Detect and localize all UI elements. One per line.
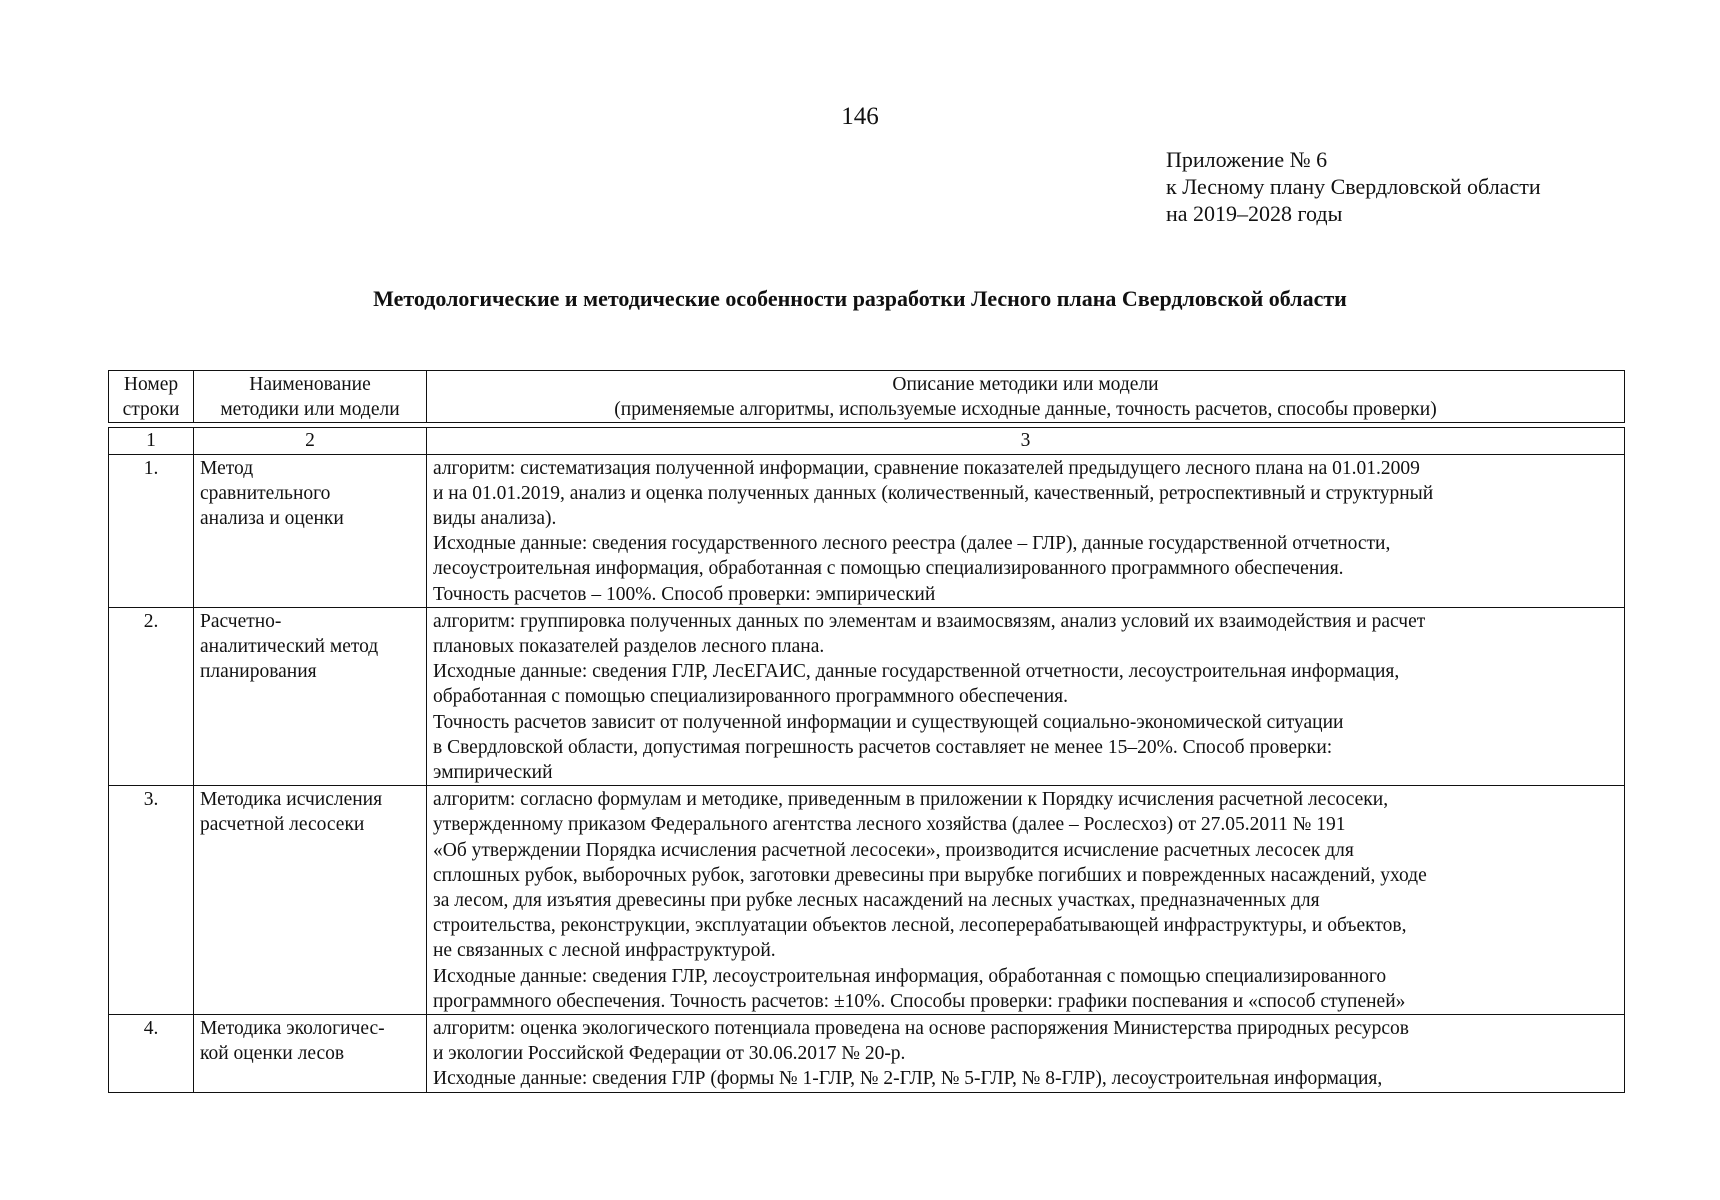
description-line: Исходные данные: сведения ГЛР (формы № 1-ГЛР, № 2-ГЛР, № 5-ГЛР, № 8-ГЛР), лесоустроительная информация, <box>433 1068 1383 1090</box>
description-line: эмпирический <box>433 762 553 784</box>
header-name <box>194 371 427 423</box>
method-name-line: кой оценки лесов <box>200 1043 345 1065</box>
method-description <box>427 454 1625 607</box>
method-description <box>427 786 1625 1015</box>
index-cell-3: 3 <box>427 428 1625 454</box>
index-cell-2: 2 <box>194 428 427 454</box>
method-name-line: сравнительного <box>200 482 331 504</box>
appendix-block <box>1166 146 1541 227</box>
method-name <box>194 454 427 607</box>
method-name-line: расчетной лесосеки <box>200 814 365 836</box>
description-line: «Об утверждении Порядка исчисления расчетной лесосеки», производится исчисление расчетных лесосек для <box>433 839 1354 861</box>
header-name-line-1: Наименование <box>249 374 371 395</box>
table-row <box>109 454 1625 607</box>
index-row <box>109 428 1625 454</box>
description-line: строительства, реконструкции, эксплуатации объектов лесной, лесоперерабатывающей инфраструктуры, и объектов, <box>433 915 1407 937</box>
methods-table <box>108 370 1625 1093</box>
description-line: алгоритм: группировка полученных данных по элементам и взаимосвязям, анализ условий их взаимодействия и расчет <box>433 610 1426 632</box>
table-body <box>109 423 1625 1092</box>
row-number: 4. <box>109 1015 194 1093</box>
header-number <box>109 371 194 423</box>
method-name-line: аналитический метод <box>200 636 379 658</box>
page-number: 146 <box>841 103 879 130</box>
description-line: программного обеспечения. Точность расчетов: ±10%. Способы проверки: графики поспевания и «способ ступеней» <box>433 990 1406 1012</box>
table-header <box>109 371 1625 423</box>
method-name-line: планирования <box>200 661 317 683</box>
method-description <box>427 1015 1625 1093</box>
appendix-line-3: на 2019–2028 годы <box>1166 201 1343 226</box>
document-title: Методологические и методические особенности разработки Лесного плана Свердловской области <box>373 286 1347 311</box>
description-line: сплошных рубок, выборочных рубок, заготовки древесины при вырубке погибших и поврежденных насаждений, уходе <box>433 864 1427 886</box>
method-name-line: Методика экологичес- <box>200 1018 385 1040</box>
description-line: Точность расчетов – 100%. Способ проверки: эмпирический <box>433 583 936 605</box>
description-line: алгоритм: согласно формулам и методике, приведенным в приложении к Порядку исчисления расчетной лесосеки, <box>433 789 1389 811</box>
method-name <box>194 786 427 1015</box>
description-line: Исходные данные: сведения государственного лесного реестра (далее – ГЛР), данные государственной отчетности, <box>433 533 1391 555</box>
method-name-line: анализа и оценки <box>200 508 344 530</box>
description-line: не связанных с лесной инфраструктурой. <box>433 940 776 962</box>
method-description <box>427 607 1625 785</box>
method-name <box>194 607 427 785</box>
header-number-line-2: строки <box>122 399 180 421</box>
methods-table-wrapper <box>108 370 1624 1093</box>
row-number: 2. <box>109 607 194 785</box>
description-line: за лесом, для изъятия древесины при рубке лесных насаждений на лесных участках, предназначенных для <box>433 890 1320 912</box>
description-line: алгоритм: систематизация полученной информации, сравнение показателей предыдущего лесного плана на 01.01.2009 <box>433 457 1420 479</box>
description-line: Точность расчетов зависит от полученной информации и существующей социально-экономической ситуации <box>433 711 1344 733</box>
description-line: обработанная с помощью специализированного программного обеспечения. <box>433 686 1069 708</box>
header-description <box>427 371 1625 423</box>
header-description-line-2: (применяемые алгоритмы, используемые исходные данные, точность расчетов, способы проверки) <box>614 399 1437 421</box>
row-number: 1. <box>109 454 194 607</box>
description-line: виды анализа). <box>433 508 557 530</box>
method-name-line: Метод <box>200 457 254 479</box>
description-line: лесоустроительная информация, обработанная с помощью специализированного программного обеспечения. <box>433 558 1344 580</box>
method-name-line: Методика исчисления <box>200 789 383 811</box>
description-line: плановых показателей разделов лесного плана. <box>433 636 825 658</box>
method-name <box>194 1015 427 1093</box>
table-row <box>109 1015 1625 1093</box>
description-line: Исходные данные: сведения ГЛР, ЛесЕГАИС, данные государственной отчетности, лесоустроительная информация, <box>433 661 1400 683</box>
description-line: Исходные данные: сведения ГЛР, лесоустроительная информация, обработанная с помощью специализированного <box>433 965 1387 987</box>
header-row <box>109 371 1625 423</box>
description-line: в Свердловской области, допустимая погрешность расчетов составляет не менее 15–20%. Способ проверки: <box>433 736 1333 758</box>
appendix-line-1: Приложение № 6 <box>1166 147 1328 172</box>
description-line: и на 01.01.2019, анализ и оценка полученных данных (количественный, качественный, ретроспективный и структурный <box>433 482 1434 504</box>
description-line: утвержденному приказом Федерального агентства лесного хозяйства (далее – Рослесхоз) от 27.05.2011 № 191 <box>433 814 1346 836</box>
index-cell-1: 1 <box>109 428 194 454</box>
row-number: 3. <box>109 786 194 1015</box>
appendix-line-2: к Лесному плану Свердловской области <box>1166 174 1541 199</box>
description-line: и экологии Российской Федерации от 30.06.2017 № 20-р. <box>433 1043 906 1065</box>
description-line: алгоритм: оценка экологического потенциала проведена на основе распоряжения Министерства природных ресурсов <box>433 1018 1409 1040</box>
header-description-line-1: Описание методики или модели <box>892 374 1159 395</box>
header-name-line-2: методики или модели <box>220 399 400 421</box>
header-number-line-1: Номер <box>123 374 179 395</box>
method-name-line: Расчетно- <box>200 610 282 632</box>
table-row <box>109 786 1625 1015</box>
table-row <box>109 607 1625 785</box>
